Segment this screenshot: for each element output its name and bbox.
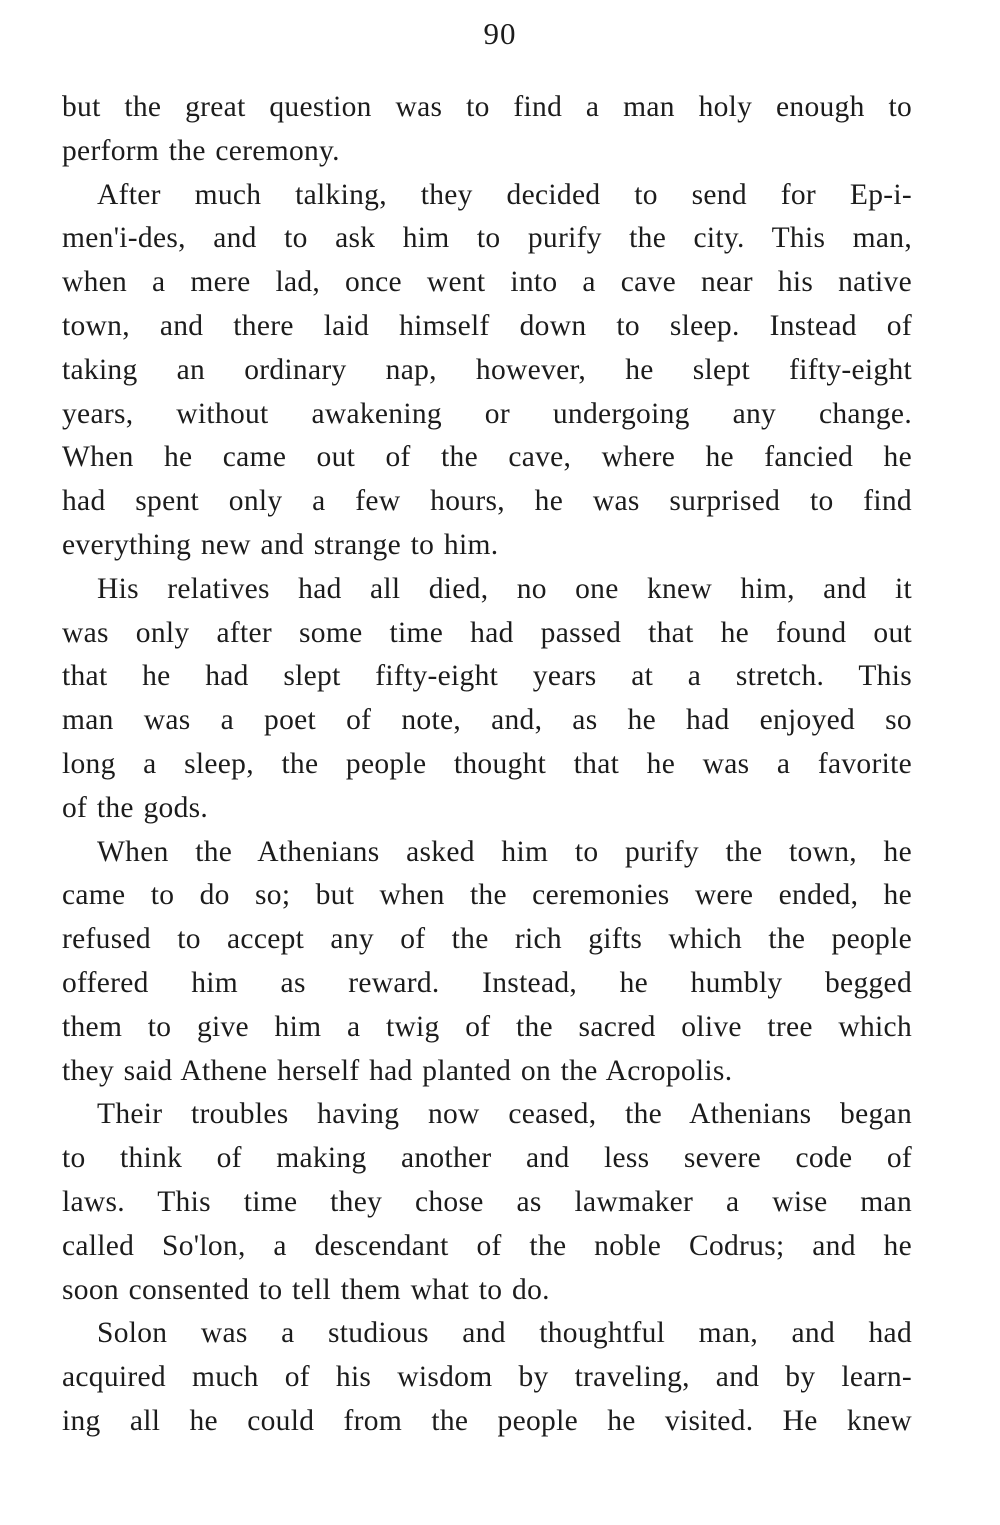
text-line: refused to accept any of the rich gifts which the people [62,923,912,956]
text-line: man was a poet of note, and, as he had enjoyed so [62,704,912,737]
text-line: acquired much of his wisdom by traveling, and by learn- [62,1361,912,1394]
text-line: perform the ceremony. [62,134,340,167]
text-line: His relatives had all died, no one knew him, and it [97,572,912,605]
text-line: had spent only a few hours, he was surprised to find [62,485,912,518]
text-line: called So'lon, a descendant of the noble Codrus; and he [62,1229,912,1262]
text-line: they said Athene herself had planted on the Acropolis. [62,1054,733,1087]
text-line: When the Athenians asked him to purify the town, he [97,835,912,868]
text-line: long a sleep, the people thought that he was a favorite [62,747,912,780]
text-line: soon consented to tell them what to do. [62,1273,550,1306]
text-line: when a mere lad, once went into a cave near his native [62,266,912,299]
text-line: them to give him a twig of the sacred olive tree which [62,1010,912,1043]
text-line: years, without awakening or undergoing any change. [62,397,912,430]
text-line: of the gods. [62,791,209,824]
text-line: Their troubles having now ceased, the Athenians began [97,1098,912,1131]
text-line: men'i-des, and to ask him to purify the city. This man, [62,222,912,255]
text-line: After much talking, they decided to send for Ep-i- [97,178,912,211]
body-text [62,86,912,1444]
text-line: to think of making another and less severe code of [62,1142,912,1175]
text-line: When he came out of the cave, where he fancied he [62,441,912,474]
text-line: came to do so; but when the ceremonies were ended, he [62,879,912,912]
text-line: offered him as reward. Instead, he humbly begged [62,966,912,999]
text-line: everything new and strange to him. [62,528,499,561]
text-line: ing all he could from the people he visited. He knew [62,1404,912,1437]
text-line: laws. This time they chose as lawmaker a wise man [62,1185,912,1218]
page-number: 90 [483,16,517,51]
text-line: town, and there laid himself down to sleep. Instead of [62,309,912,342]
text-line: was only after some time had passed that he found out [62,616,912,649]
text-line: but the great question was to find a man holy enough to [62,91,912,123]
text-line: that he had slept fifty-eight years at a stretch. This [62,660,912,693]
text-line: taking an ordinary nap, however, he slept fifty-eight [62,353,912,386]
text-line: Solon was a studious and thoughtful man, and had [97,1317,912,1350]
